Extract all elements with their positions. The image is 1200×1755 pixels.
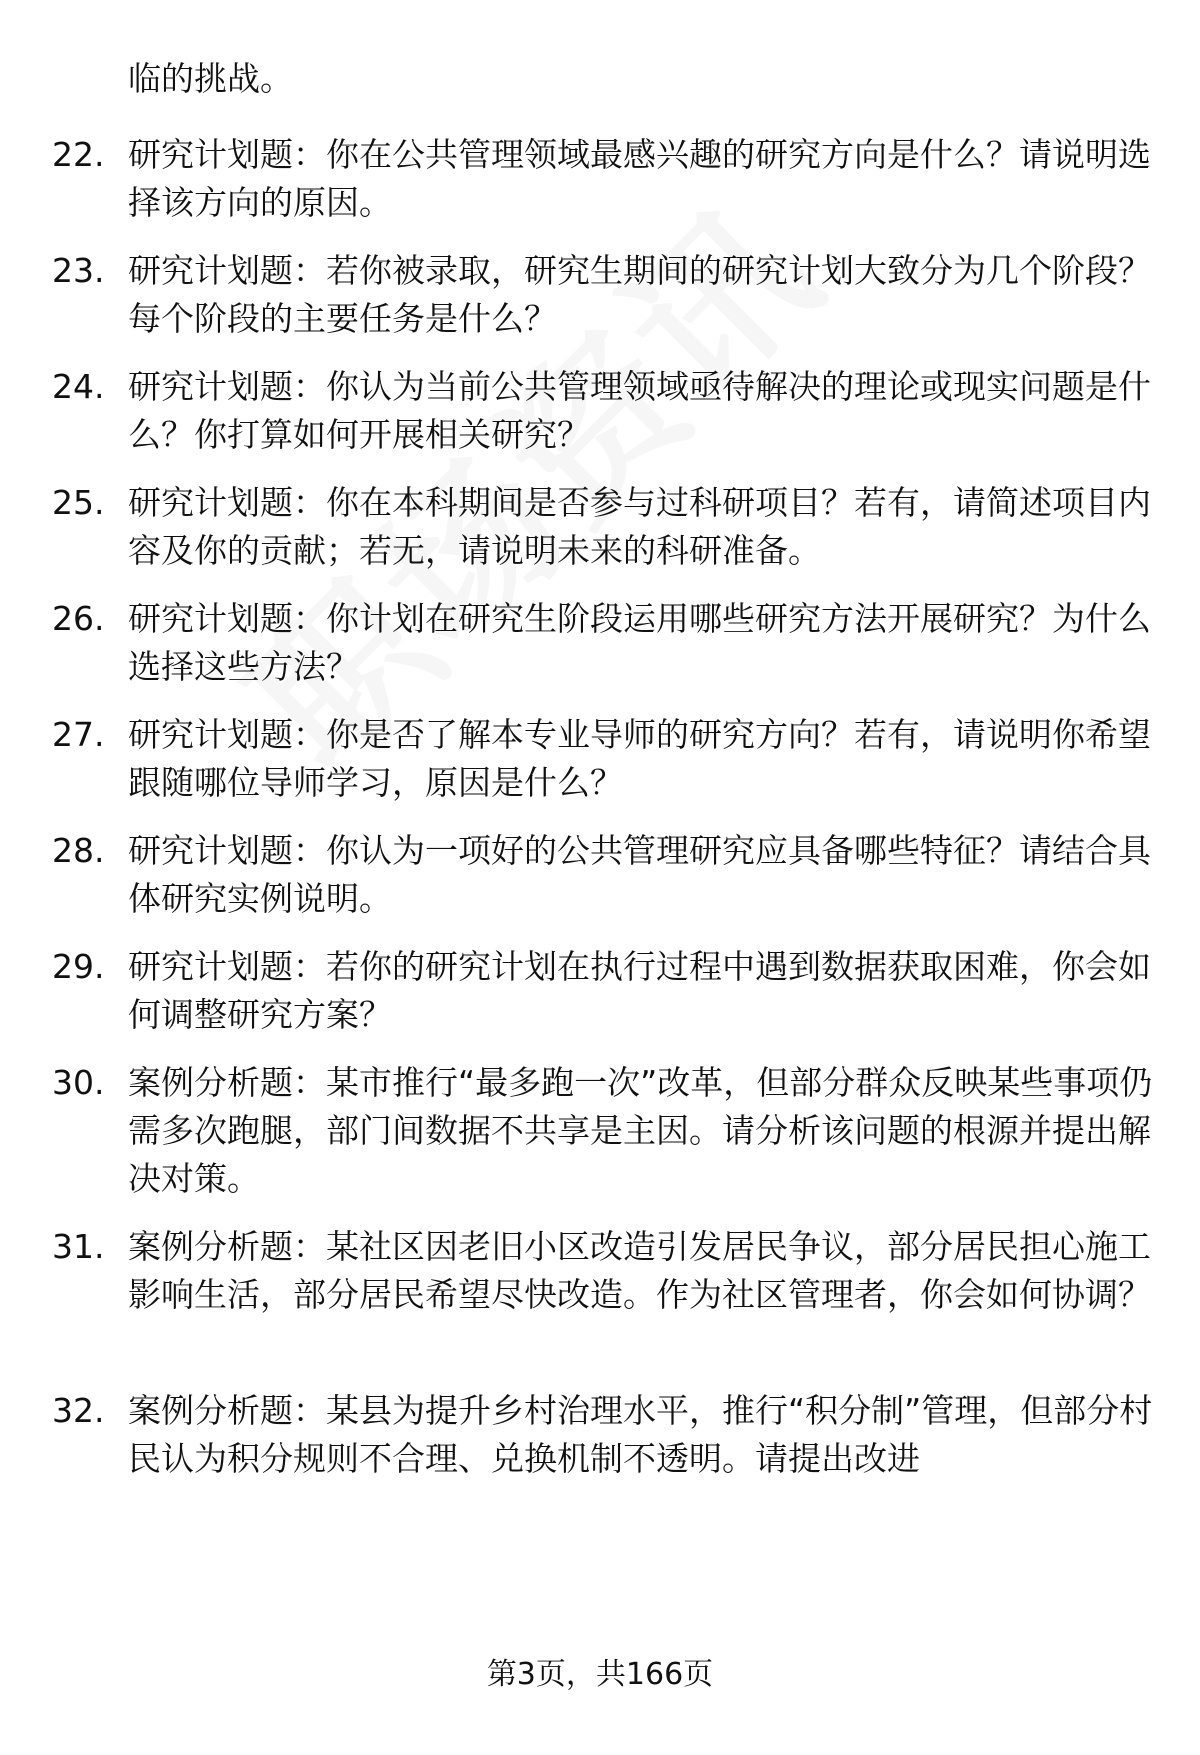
item-text: 研究计划题：你是否了解本专业导师的研究方向？若有，请说明你希望跟随哪位导师学习，原因是什么？ [128,715,1151,802]
continuation-text: 临的挑战。 [128,59,293,98]
item-number: 29. [52,947,105,986]
item-text: 案例分析题：某县为提升乡村治理水平，推行“积分制”管理，但部分村民认为积分规则不合理、兑换机制不透明。请提出改进 [128,1391,1153,1478]
item-text: 研究计划题：你认为一项好的公共管理研究应具备哪些特征？请结合具体研究实例说明。 [128,831,1151,918]
item-number: 32. [52,1391,105,1430]
item-text: 研究计划题：你在本科期间是否参与过科研项目？若有，请简述项目内容及你的贡献；若无，请说明未来的科研准备。 [128,483,1151,570]
item-number: 25. [52,483,105,522]
item-number: 31. [52,1227,105,1266]
item-text: 研究计划题：若你被录取，研究生期间的研究计划大致分为几个阶段？每个阶段的主要任务是什么？ [128,251,1151,338]
item-text: 研究计划题：若你的研究计划在执行过程中遇到数据获取困难，你会如何调整研究方案？ [128,947,1151,1034]
item-text: 研究计划题：你认为当前公共管理领域亟待解决的理论或现实问题是什么？你打算如何开展相关研究？ [128,367,1151,454]
item-text: 案例分析题：某市推行“最多跑一次”改革，但部分群众反映某些事项仍需多次跑腿，部门间数据不共享是主因。请分析该问题的根源并提出解决对策。 [128,1063,1153,1198]
item-text: 研究计划题：你在公共管理领域最感兴趣的研究方向是什么？请说明选择该方向的原因。 [128,135,1151,222]
item-text: 案例分析题：某社区因老旧小区改造引发居民争议，部分居民担心施工影响生活，部分居民希望尽快改造。作为社区管理者，你会如何协调？ [128,1227,1151,1314]
item-number: 30. [52,1063,105,1102]
page-footer: 第3页，共166页 [486,1657,714,1692]
item-number: 22. [52,135,105,174]
item-number: 26. [52,599,105,638]
item-number: 27. [52,715,105,754]
item-number: 24. [52,367,105,406]
item-number: 28. [52,831,105,870]
item-text: 研究计划题：你计划在研究生阶段运用哪些研究方法开展研究？为什么选择这些方法？ [128,599,1151,686]
item-number: 23. [52,251,105,290]
